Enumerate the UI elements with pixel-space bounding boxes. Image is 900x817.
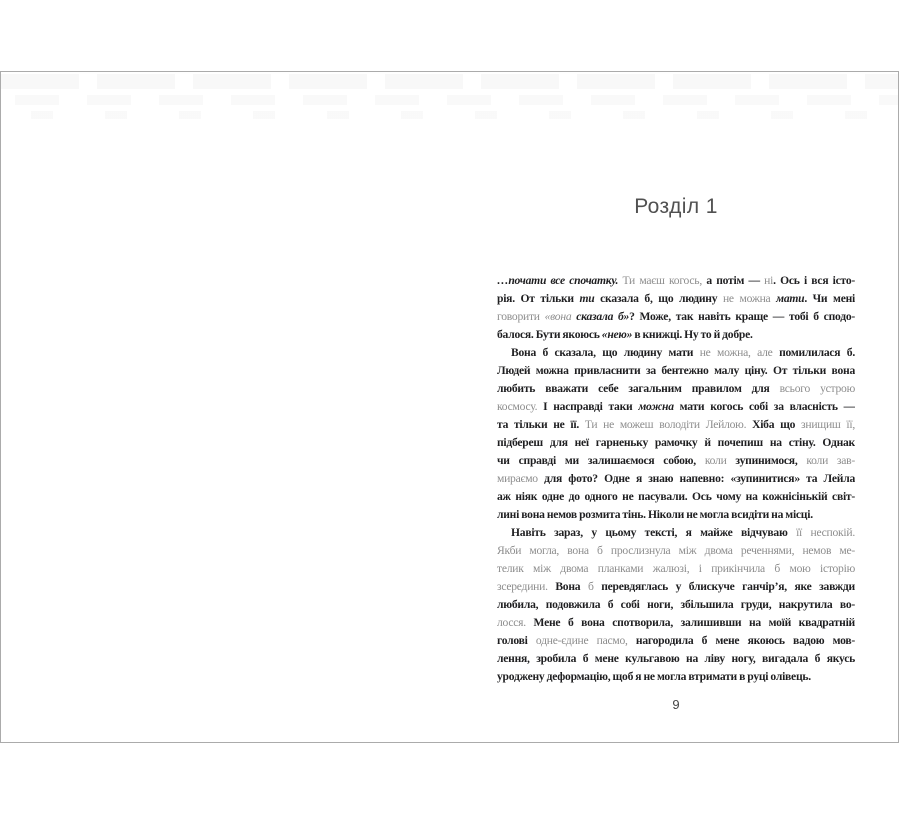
text-segment: космосу. [497, 400, 544, 413]
text-line [497, 398, 855, 416]
text-segment: Вона [555, 580, 588, 593]
text-segment: балося. Бути якоюсь [497, 328, 602, 341]
text-segment: підбереш для неї гарненьку рамочку й почепиш на стіну. Однак [497, 436, 855, 449]
text-segment: знищиш її, [801, 418, 855, 431]
text-segment: не можна [722, 292, 777, 305]
paragraph [497, 272, 855, 344]
text-segment: Людей можна привласнити за бентежно малу ціну. От тільки вона [497, 364, 855, 377]
text-line [497, 614, 855, 632]
text-segment: . Ось і вся істо- [773, 274, 855, 287]
text-line [497, 344, 855, 362]
body-text [497, 272, 855, 686]
text-segment: сказала б, що людину [594, 292, 723, 305]
text-segment: чи справді ми залишаємося собою, [497, 454, 705, 467]
text-line [497, 506, 855, 524]
text-segment: мираємо [497, 472, 545, 485]
text-line [497, 596, 855, 614]
text-segment: та тільки не її. [497, 418, 585, 431]
text-segment: коли зав- [806, 454, 855, 467]
right-page [497, 72, 855, 742]
text-segment: телик між двома планками жалюзі, і прикінчила б мою історію [497, 562, 855, 575]
text-line [497, 542, 855, 560]
text-segment: любить вважати себе загальним правилом для [497, 382, 780, 395]
text-segment: сказала б» [576, 310, 630, 323]
text-segment: одне-єдине пасмо, [535, 634, 636, 647]
text-segment: Вона б сказала, що людину мати [511, 346, 700, 359]
text-segment: аж ніяк одне до одного не пасували. Ось чому на кожнісінькій світ- [497, 490, 855, 503]
chapter-title: Розділ 1 [634, 195, 718, 218]
text-segment: Мене б вона спотворила, залишивши на моїй квадратній [533, 616, 855, 629]
text-segment: можна [638, 400, 674, 413]
left-page-blank [1, 72, 451, 742]
text-segment: а потім — [701, 274, 765, 287]
text-line [497, 524, 855, 542]
text-segment: Ти маєш когось, [618, 274, 702, 287]
text-segment: любила, подовжила б собі ноги, збільшила груди, накрутила во- [497, 598, 855, 611]
text-segment: в книжці. Ну то й добре. [632, 328, 753, 341]
text-segment: Навіть зараз, у цьому тексті, я майже відчуваю [511, 526, 797, 539]
text-line [497, 434, 855, 452]
text-line [497, 578, 855, 596]
text-line [497, 308, 855, 326]
text-line [497, 290, 855, 308]
text-segment: уроджену деформацію, щоб я не могла втримати в руці олівець. [497, 670, 811, 683]
text-segment: Хіба що [752, 418, 802, 431]
text-line [497, 362, 855, 380]
text-segment: мати [776, 292, 805, 305]
text-segment: не можна, але [699, 346, 780, 359]
text-line [497, 452, 855, 470]
text-segment: рія. От тільки [497, 292, 580, 305]
text-segment: всього устрою [779, 382, 855, 395]
text-line [497, 380, 855, 398]
text-segment: помилилася б. [779, 346, 855, 359]
text-segment: «вона [544, 310, 577, 323]
text-segment: б [587, 580, 602, 593]
text-segment: зсередини. [497, 580, 556, 593]
text-segment: мати когось собі за власність — [673, 400, 855, 413]
text-segment: ти [579, 292, 595, 305]
text-segment: ні [764, 274, 774, 287]
text-segment: лині вона немов розмита тінь. Ніколи не могла всидіти на місці. [497, 508, 813, 521]
text-segment: лосся. [497, 616, 534, 629]
text-segment: . Чи мені [804, 292, 855, 305]
text-line [497, 470, 855, 488]
text-line [497, 560, 855, 578]
text-segment: голові [497, 634, 536, 647]
text-segment: говорити [497, 310, 545, 323]
page-number: 9 [672, 697, 680, 712]
text-line [497, 488, 855, 506]
text-segment: нагородила б мене якоюсь вадою мов- [635, 634, 855, 647]
text-segment: І насправді таки [543, 400, 639, 413]
paragraph [497, 344, 855, 524]
text-line [497, 272, 855, 290]
text-segment: її неспокій. [796, 526, 855, 539]
text-line [497, 326, 855, 344]
text-segment: перевдяглась у блискуче ганчір’я, яке завжди [601, 580, 855, 593]
text-segment: коли [704, 454, 736, 467]
text-segment: Ти не можеш володіти Лейлою. [584, 418, 753, 431]
text-line [497, 632, 855, 650]
text-segment: для фото? Одне я знаю напевно: «зупинитися» та Лейла [544, 472, 855, 485]
text-segment: ? Може, так навіть краще — тобі б сподо- [629, 310, 855, 323]
book-spread-frame [0, 71, 899, 743]
text-segment: …почати все спочатку. [497, 274, 619, 287]
text-segment: «нею» [601, 328, 633, 341]
paragraph [497, 524, 855, 686]
text-segment: Якби могла, вона б прослизнула між двома реченнями, немов ме- [497, 544, 855, 557]
text-line [497, 650, 855, 668]
text-segment: лення, зробила б мене кульгавою на ліву ногу, вигадала б якусь [497, 652, 855, 665]
text-segment: зупинимося, [735, 454, 807, 467]
text-line [497, 416, 855, 434]
text-line [497, 668, 855, 686]
